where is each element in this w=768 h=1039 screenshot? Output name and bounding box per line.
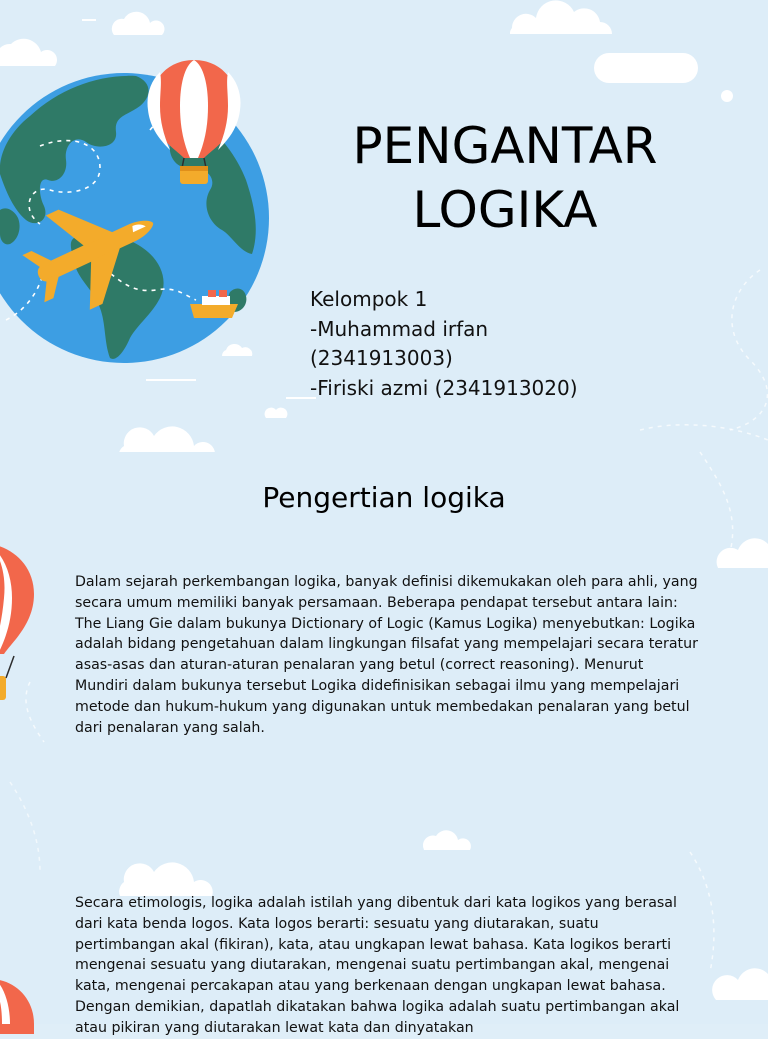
- title-line: LOGIKA: [412, 181, 598, 239]
- title-line: PENGANTAR: [352, 117, 658, 175]
- member-id: (2341913003): [310, 346, 453, 370]
- cloud-icon: [717, 538, 768, 568]
- section-heading: Pengertian logika: [262, 481, 506, 514]
- cloud-icon: [0, 39, 57, 66]
- cloud-icon: [721, 90, 733, 102]
- member-entry: -Firiski azmi (2341913020): [310, 375, 578, 400]
- hot-air-balloon-icon: [0, 979, 34, 1034]
- dashed-path: [730, 270, 767, 430]
- dashed-path: [26, 682, 44, 742]
- cloud-icon: [265, 408, 288, 418]
- paragraph: Dalam sejarah perkembangan logika, banyak definisi dikemukakan oleh para ahli, yang secara umum memiliki banyak persamaan. Beberapa pendapat tersebut antara lain: The Liang Gie dalam bukunya Dictionary of Logic (Kamus Logika) menyebutkan: Logika adalah bidang pengetahuan dalam lingkungan filsafat yang mempelajari secara teratur asas-asas dan aturan-aturan penalaran yang betul (correct reasoning). Menurut Mundiri dalam bukunya tersebut Logika didefinisikan sebagai ilmu yang mempelajari metode dan hukum-hukum yang digunakan untuk membedakan penalaran yang betul dari penalaran yang salah.: [75, 574, 698, 736]
- hot-air-balloon-icon: [0, 543, 34, 700]
- dashed-path: [640, 425, 768, 440]
- title-slide: [0, 0, 768, 452]
- group-members: [310, 285, 578, 403]
- cloud-icon: [119, 862, 213, 896]
- paragraph: Secara etimologis, logika adalah istilah yang dibentuk dari kata logikos yang berasal dari kata benda logos. Kata logos berarti: sesuatu yang diutarakan, suatu pertimbangan akal (fikiran), kata, atau ungkapan lewat bahasa. Kata logikos berarti mengenai sesuatu yang diutarakan, mengenai suatu pertimbangan akal, mengenai kata, mengenai percakapan atau yang berkenaan dengan ungkapan lewat bahasa. Dengan demikian, dapatlah dikatakan bahwa logika adalah suatu pertimbangan akal atau pikiran yang diutarakan lewat kata dan dinyatakan: [75, 895, 680, 1036]
- cloud-icon: [112, 12, 165, 35]
- cloud-icon: [594, 53, 698, 83]
- cloud-icon: [712, 968, 768, 1000]
- cloud-icon: [222, 344, 252, 356]
- group-label: Kelompok 1: [310, 287, 428, 311]
- cloud-icon: [423, 830, 471, 850]
- dashed-path: [10, 782, 40, 872]
- member-name: -Muhammad irfan: [310, 316, 489, 341]
- cloud-icon: [510, 0, 612, 34]
- page-title: [300, 114, 710, 242]
- content-slide: [0, 452, 768, 1036]
